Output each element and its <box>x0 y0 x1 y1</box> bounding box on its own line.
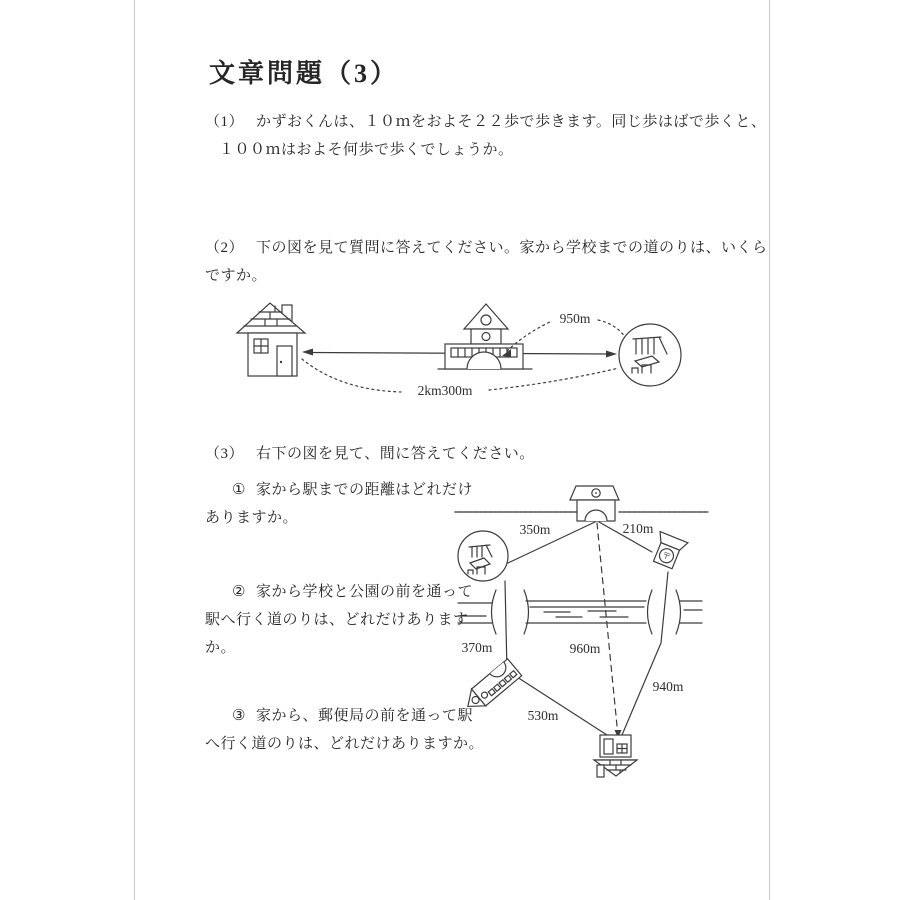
park-icon <box>619 324 681 386</box>
dotted-distance-school-park <box>507 311 625 351</box>
problem-1-text-2: １００ｍはおよそ何歩で歩くでしょうか。 <box>219 142 514 158</box>
page-edge-left <box>134 0 135 900</box>
figure-3-map-diagram <box>440 460 720 790</box>
problem-1 <box>205 108 766 164</box>
problem-1-text-1: かずおくんは、１０ｍをおよそ２２歩で歩きます。同じ歩はばで歩くと、 <box>256 114 767 130</box>
figure-2-distance-diagram <box>220 293 700 418</box>
bridge-icon <box>676 590 681 634</box>
problem-3-text: 右下の図を見て、間に答えてください。 <box>256 446 535 462</box>
question-3-text-1: 家から、郵便局の前を通って駅 <box>255 708 473 724</box>
question-2-number: ② <box>232 584 246 600</box>
distance-label-530m: 530m <box>527 708 559 723</box>
school-icon <box>438 304 532 369</box>
question-2-text-3: か。 <box>205 640 237 656</box>
post-mark: 〒 <box>660 549 673 563</box>
house-icon <box>594 735 637 777</box>
question-1-number: ① <box>232 482 246 498</box>
bridge-icon <box>648 590 653 634</box>
problem-3-number: （3） <box>205 446 245 462</box>
problem-1-line-1 <box>205 108 766 136</box>
question-1-text-2: ありますか。 <box>205 510 299 526</box>
distance-label-370m: 370m <box>461 640 493 655</box>
question-2-text-2: 駅へ行く道のりは、どれだけあります <box>205 612 469 628</box>
road-park-school <box>462 581 507 672</box>
bridge-icon <box>492 590 497 634</box>
problem-2-text-1: 下の図を見て質問に答えてください。家から学校までの道のりは、いくら <box>256 240 768 256</box>
park-icon <box>458 531 508 581</box>
problem-2-text-2: ですか。 <box>205 268 268 284</box>
distance-label-2km300m: 2km300m <box>417 383 473 398</box>
page-title: 文章問題（3） <box>209 59 400 88</box>
distance-label-950m: 950m <box>559 311 591 326</box>
page-edge-right <box>769 0 770 900</box>
school-icon <box>461 659 522 715</box>
house-icon <box>237 303 305 376</box>
question-2 <box>205 578 473 662</box>
question-1-text-1: 家から駅までの距離はどれだけ <box>255 482 473 498</box>
problem-2 <box>205 234 768 290</box>
question-2-text-1: 家から学校と公園の前を通って <box>255 584 473 600</box>
road-station-postoffice <box>599 521 654 552</box>
road-school-house <box>517 677 607 735</box>
post-office-icon <box>649 532 688 571</box>
straight-distance-house-station <box>570 523 622 738</box>
distance-label-940m: 940m <box>652 679 684 694</box>
problem-1-number: （1） <box>205 114 245 130</box>
road-park-station <box>508 522 595 563</box>
station-icon <box>570 486 619 521</box>
distance-label-350m: 350m <box>519 522 551 537</box>
question-3-text-2: へ行く道のりは、どれだけありますか。 <box>205 736 485 752</box>
road-postoffice-house <box>622 572 684 735</box>
question-1 <box>205 476 473 532</box>
distance-label-960m: 960m <box>569 641 601 656</box>
problem-2-line-1 <box>205 234 768 262</box>
bridge-icon <box>524 590 529 634</box>
question-3-number: ③ <box>232 708 246 724</box>
problem-2-number: （2） <box>205 240 245 256</box>
distance-label-210m: 210m <box>622 521 654 536</box>
